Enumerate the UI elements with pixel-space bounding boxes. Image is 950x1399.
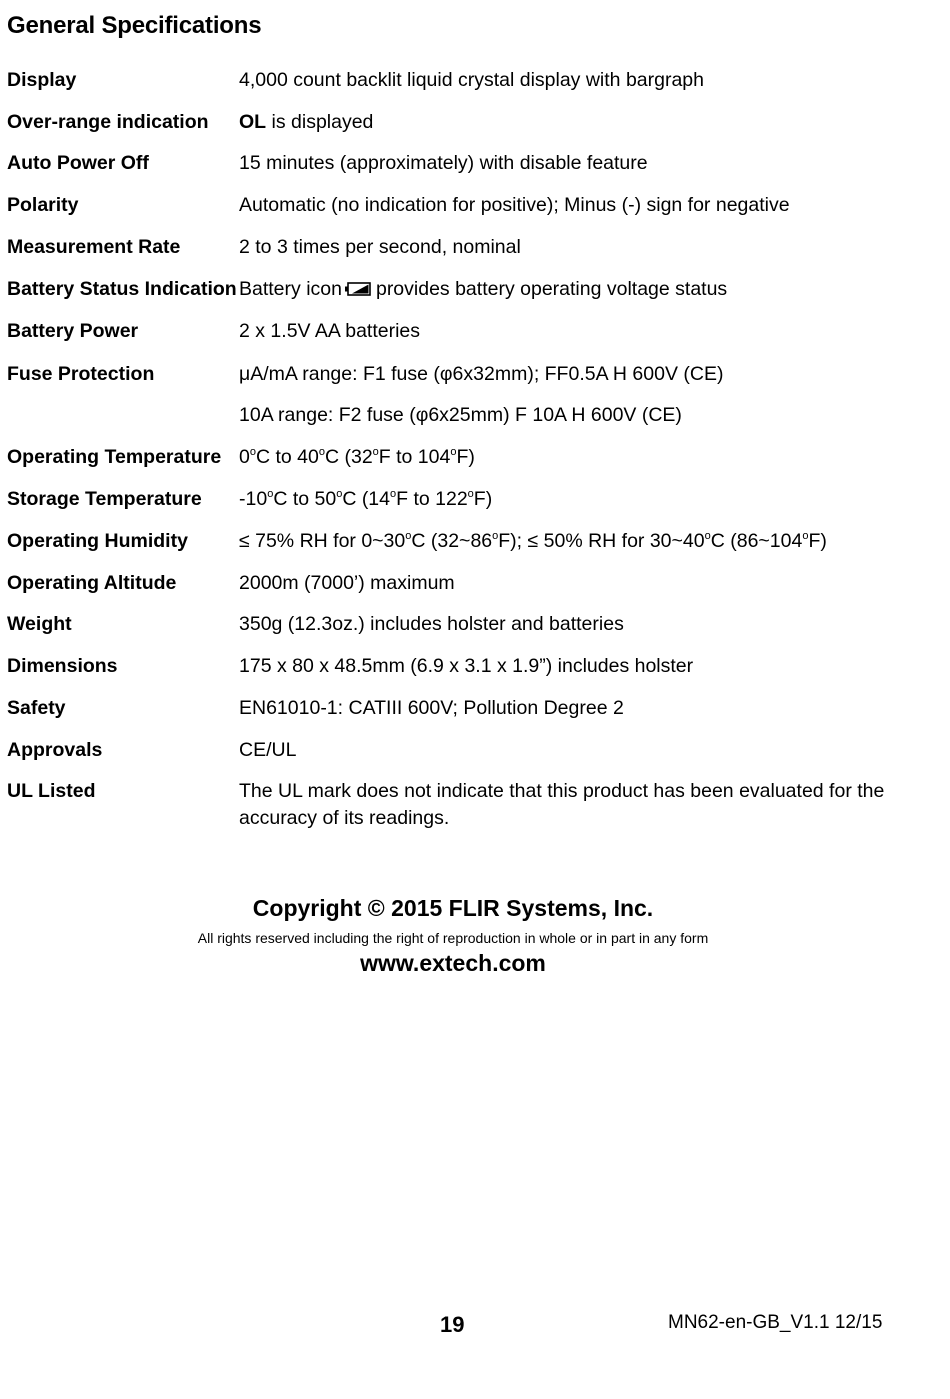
website-link[interactable]: www.extech.com: [360, 950, 546, 976]
spec-label: Polarity: [7, 194, 79, 216]
spec-label: Measurement Rate: [7, 236, 181, 258]
spec-value: [239, 276, 899, 305]
spec-label: Weight: [7, 613, 72, 635]
battery-icon: [344, 278, 372, 305]
spec-value: 10A range: F2 fuse (φ6x25mm) F 10A H 600V (CE): [239, 404, 682, 426]
spec-label: Over-range indication: [7, 111, 209, 133]
degree-sign: o: [336, 488, 343, 500]
spec-value: 2 x 1.5V AA batteries: [239, 320, 421, 342]
degree-sign: o: [390, 488, 397, 500]
degree-sign: o: [267, 488, 274, 500]
page-title: General Specifications: [7, 12, 262, 39]
degree-sign: o: [467, 488, 474, 500]
copyright-text: Copyright © 2015 FLIR Systems, Inc.: [252, 895, 654, 921]
spec-value-text: provides battery operating voltage status: [375, 278, 728, 300]
spec-value: 4,000 count backlit liquid crystal display with bargraph: [239, 69, 705, 91]
degree-sign: o: [704, 530, 711, 542]
spec-label: Approvals: [7, 739, 103, 761]
spec-label: Storage Temperature: [7, 488, 202, 510]
spec-value: -10$^o$C to 50$^o$C (14$^o$F to 122$^o$F): [239, 488, 493, 510]
spec-value: [239, 109, 899, 136]
ol-text: OL: [239, 111, 267, 133]
spec-value: EN61010-1: CATIII 600V; Pollution Degree 2: [239, 697, 624, 719]
spec-value: CE/UL: [239, 739, 297, 761]
spec-label: Battery Power: [7, 320, 139, 342]
document-id: MN62-en-GB_V1.1 12/15: [668, 1312, 883, 1333]
spec-value: Automatic (no indication for positive); Minus (-) sign for negative: [239, 194, 790, 216]
spec-value: 15 minutes (approximately) with disable feature: [239, 152, 648, 174]
spec-label: Auto Power Off: [7, 152, 149, 174]
spec-value: ≤ 75% RH for 0~30$^o$C $(32\sim 86^oF)$; ≤ 50% RH for 30~40$^o$C (86~104$^o$F): [239, 530, 827, 552]
degree-sign: o: [405, 530, 412, 542]
spec-label: Display: [7, 69, 77, 91]
spec-value: 350g (12.3oz.) includes holster and batteries: [239, 613, 624, 635]
degree-sign: o: [450, 446, 457, 458]
spec-value: 2 to 3 times per second, nominal: [239, 236, 521, 258]
spec-label: Safety: [7, 697, 66, 719]
spec-value: μA/mA range: F1 fuse (φ6x32mm); FF0.5A H 600V (CE): [239, 363, 724, 385]
spec-label: Battery Status Indication: [7, 278, 237, 300]
spec-label: Operating Temperature: [7, 446, 222, 468]
degree-sign: o: [492, 530, 499, 542]
spec-value: 175 x 80 x 48.5mm (6.9 x 3.1 x 1.9”) includes holster: [239, 655, 694, 677]
spec-label: Dimensions: [7, 655, 118, 677]
spec-value-text: Battery icon: [239, 278, 342, 300]
degree-sign: o: [372, 446, 379, 458]
page-number: 19: [440, 1312, 465, 1337]
spec-value: 2000m (7000’) maximum: [239, 572, 455, 594]
spec-value: The UL mark does not indicate that this product has been evaluated for the accuracy of its readings.: [239, 780, 885, 829]
spec-label: Operating Humidity: [7, 530, 188, 552]
spec-label: UL Listed: [7, 780, 96, 802]
spec-value-text: is displayed: [266, 111, 374, 133]
degree-sign: o: [249, 446, 256, 458]
rights-text: All rights reserved including the right of reproduction in whole or in part in any form: [197, 930, 709, 946]
degree-sign: o: [802, 530, 809, 542]
spec-value: 0$^o$C to 40$^o$C (32$^o$F to 104$^o$F): [239, 446, 475, 468]
spec-label: Operating Altitude: [7, 572, 177, 594]
spec-label: Fuse Protection: [7, 363, 155, 385]
degree-sign: o: [318, 446, 325, 458]
